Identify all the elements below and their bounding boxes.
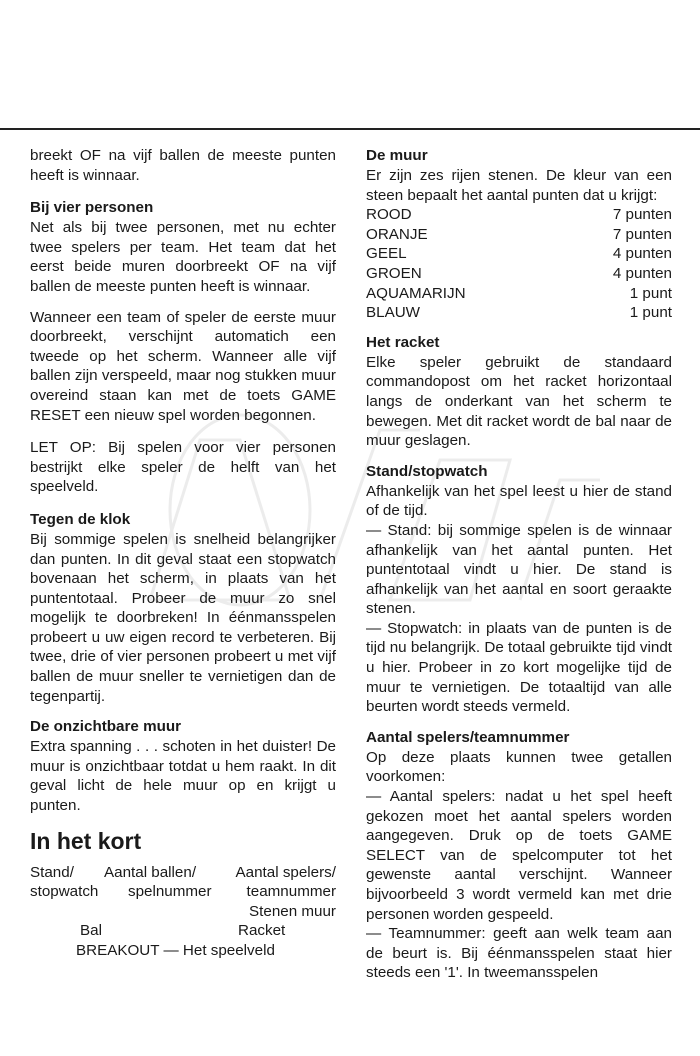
left-column [30,146,336,973]
label-spelnummer: spelnummer [128,883,212,901]
heading-tegen-de-klok: Tegen de klok [30,510,131,528]
label-stand: Stand/ [30,863,74,881]
row-color: ROOD [366,206,412,224]
intro-paragraph: breekt OF na vijf ballen de meeste punten heeft is winnaar. [30,147,336,184]
letop-paragraph: LET OP: Bij spelen voor vier personen bestrijkt elke speler de helft van het speelveld. [30,439,336,496]
row-points: 4 punten [612,245,672,263]
aantal-spelers-item: — Aantal spelers: nadat u het spel heeft gekozen moet het aantal spelers worden aangegeven. Druk op de toets GAME SELECT van de spelcomputer tot het gewenste aantal verschijnt. Wanneer bijvoorbeeld 3 wordt vermeld kan met drie personen worden gespeeld. [366,788,672,923]
label-breakout: BREAKOUT — Het speelveld [76,942,275,960]
section-de-muur [366,146,672,323]
het-racket-text: Elke speler gebruikt de standaard commandopost om het racket horizontaal langs de onderkant van het scherm te bewegen. Met dit racket wordt de bal naar de muur geslagen. [366,353,672,450]
stand-item: — Stand: bij sommige spelen is de winnaar afhankelijk van het aantal punten. Het puntentotaal vindt u hier. De stand is afhankelijk van het aantal en soort geraakte stenen. [366,521,672,618]
screen-legend [30,863,336,973]
table-row [366,244,672,264]
row-points: 1 punt [629,284,672,302]
row-color: GROEN [366,264,422,282]
label-bal: Bal [80,922,102,940]
section-aantal-spelers [366,728,672,983]
stopwatch-item: — Stopwatch: in plaats van de punten is de tijd nu belangrijk. De totaal gebruikte tijd vindt u hier. Probeer in zo kort mogelijke tijd de muur te vernietigen. De totaaltijd van alle beurten wordt steeds vermeld. [366,619,672,716]
heading-onzichtbare-muur: De onzichtbare muur [30,718,182,736]
label-aantal-spelers: Aantal spelers/ [235,863,336,881]
wanneer-paragraph: Wanneer een team of speler de eerste muur doorbreekt, verschijnt automatich een tweede op het scherm. Wanneer alle vijf ballen zijn verspeeld, maar nog stukken muur overeind staan kan met de toets GAME RESET een nieuw spel worden begonnen. [30,308,336,424]
heading-de-muur: De muur [366,147,428,164]
row-points: 7 punten [612,206,672,224]
section-tegen-de-klok [30,510,336,706]
row-points: 4 punten [612,264,672,282]
row-points: 1 punt [629,304,672,322]
section-stand-stopwatch [366,462,672,717]
stand-stopwatch-text: Afhankelijk van het spel leest u hier de stand of de tijd. [366,482,672,520]
label-stopwatch: stopwatch [30,883,99,901]
tegen-de-klok-text: Bij sommige spelen is snelheid belangrijker dan punten. In dit geval staat een stopwatch bovenaan het scherm, in plaats van het puntentotaal. Probeer de muur zo snel mogelijk te doorbreken! In éénmansspelen probeert u uw eigen record te verbeteren. Bij twee, drie of vier personen probeert u met vijf ballen de muur sneller te vernietigen dan de tegenpartij. [30,530,336,705]
right-column [366,146,672,994]
table-row [366,264,672,284]
row-color: GEEL [366,245,407,263]
table-row [366,205,672,225]
row-color: AQUAMARIJN [366,284,466,302]
label-aantal-ballen: Aantal ballen/ [104,863,197,881]
heading-vier-personen: Bij vier personen [30,199,154,217]
label-racket: Racket [238,922,286,940]
row-points: 7 punten [612,225,672,243]
heading-het-racket: Het racket [366,333,440,351]
de-muur-text: Er zijn zes rijen stenen. De kleur van een steen bepaalt het aantal punten dat u krijgt: [366,167,672,204]
heading-aantal-spelers: Aantal spelers/teamnummer [366,728,570,746]
table-row [366,284,672,304]
table-row [366,303,672,323]
row-color: BLAUW [366,304,421,322]
points-table [366,205,672,323]
onzichtbare-muur-text: Extra spanning . . . schoten in het duister! De muur is onzichtbaar totdat u hem raakt. In dit geval licht de hele muur op en krijgt u punten. [30,738,336,815]
row-color: ORANJE [366,225,428,243]
section-het-racket [366,333,672,451]
table-row [366,225,672,245]
top-rule [0,128,700,130]
aantal-spelers-text: Op deze plaats kunnen twee getallen voorkomen: [366,748,672,786]
vier-personen-text: Net als bij twee personen, met nu echter twee spelers per team. Het team dat het eerst beide muren doorbreekt OF na vijf ballen de meeste punten heeft is winnaar. [30,219,336,295]
section-vier-personen [30,198,336,296]
heading-stand-stopwatch: Stand/stopwatch [366,462,488,480]
heading-in-het-kort: In het kort [30,827,142,854]
label-teamnummer: teamnummer [246,883,336,901]
section-onzichtbare-muur [30,717,336,815]
label-stenen-muur: Stenen muur [249,902,336,920]
teamnummer-item: — Teamnummer: geeft aan welk team aan de beurt is. Bij éénmansspelen staat hier steeds een '1'. In tweemansspelen [366,925,672,982]
